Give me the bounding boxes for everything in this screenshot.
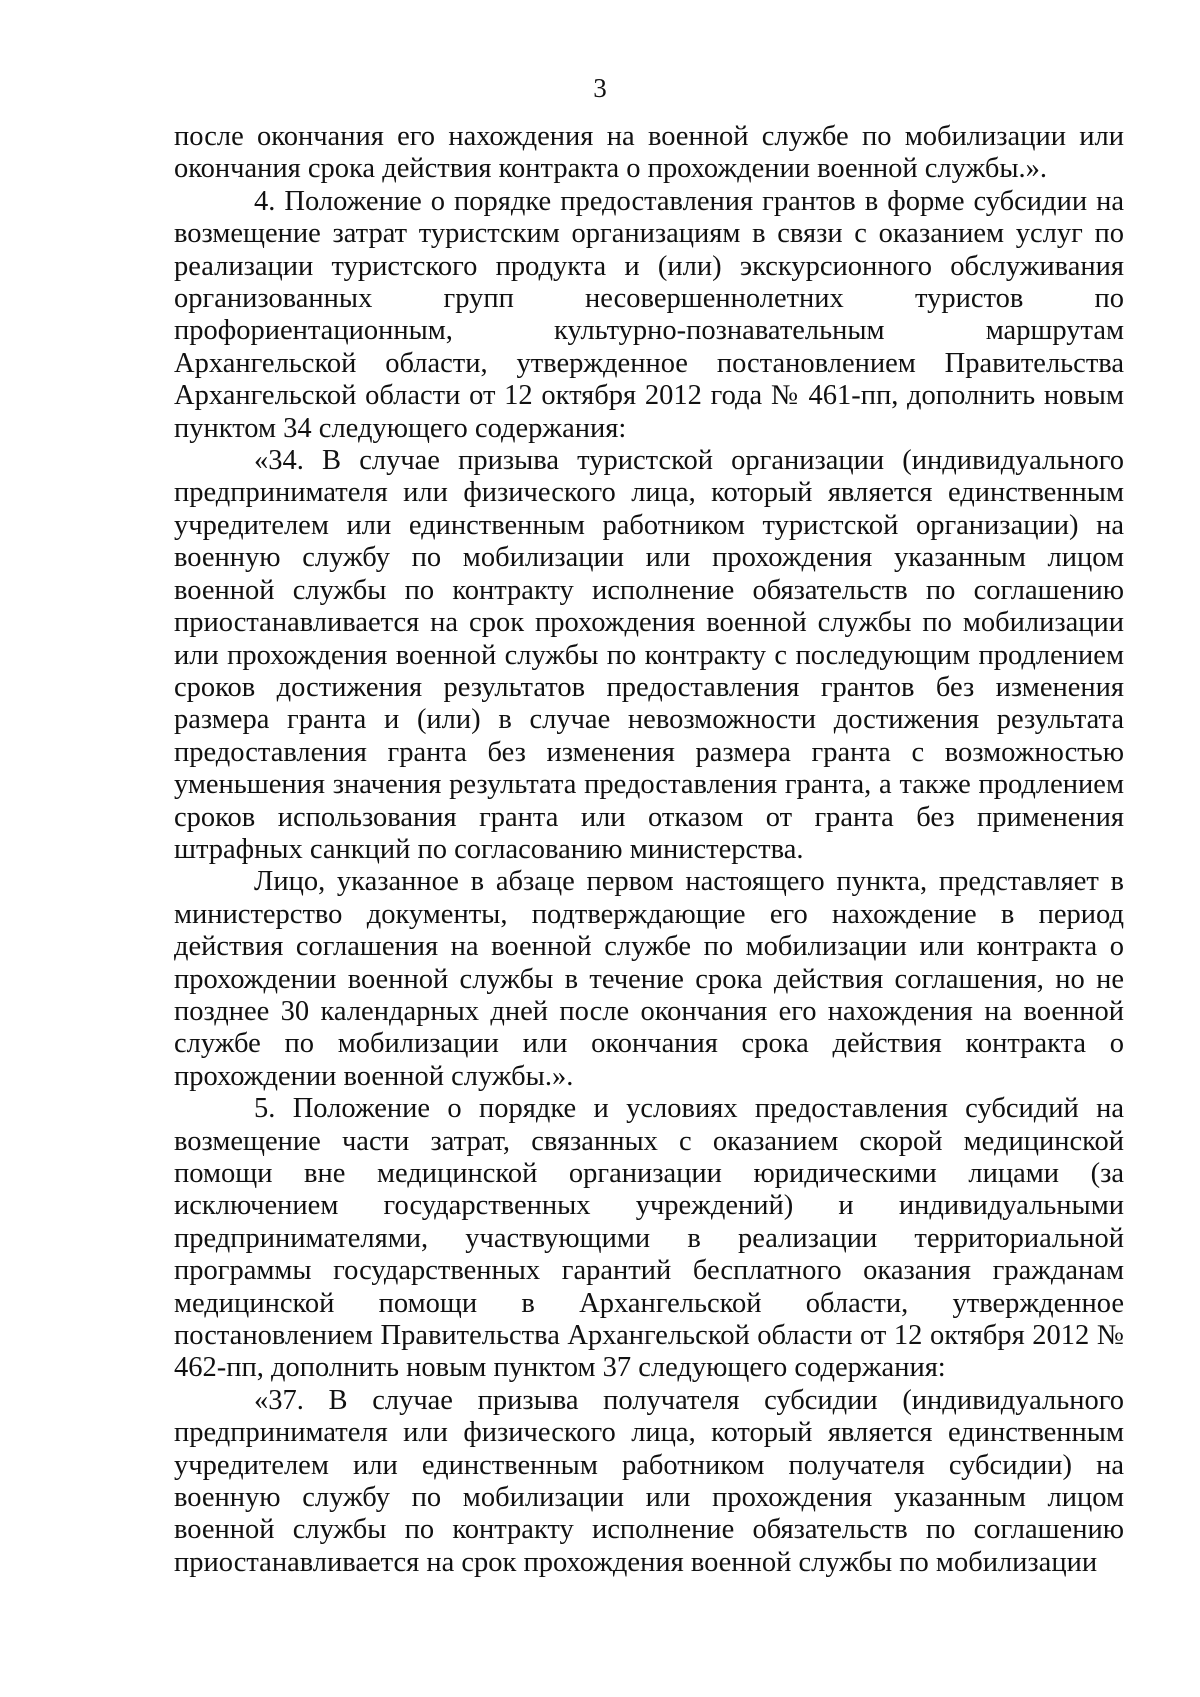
paragraph-clause-34: «34. В случае призыва туристской организации (индивидуального предпринимателя или физического лица, который является единственным учредителем или единственным работником туристской организации) на военную службу по мобилизации или прохождения указанным лицом военной службы по контракту исполнение обязательств по соглашению приостанавливается на срок прохождения военной службы по мобилизации или прохождения военной службы по контракту с последующим продлением сроков достижения результатов предоставления грантов без изменения размера гранта и (или) в случае невозможности достижения результата предоставления гранта без изменения размера гранта с возможностью уменьшения значения результата предоставления гранта, а также продлением сроков использования гранта или отказом от гранта без применения штрафных санкций по согласованию министерства. — [174, 445, 1124, 865]
document-body — [174, 121, 1124, 1579]
paragraph-item-5: 5. Положение о порядке и условиях предоставления субсидий на возмещение части затрат, связанных с оказанием скорой медицинской помощи вне медицинской организации юридическими лицами (за исключением государственных учреждений) и индивидуальными предпринимателями, участвующими в реализации территориальной программы государственных гарантий бесплатного оказания гражданам медицинской помощи в Архангельской области, утвержденное постановлением Правительства Архангельской области от 12 октября 2012 № 462-пп, дополнить новым пунктом 37 следующего содержания: — [174, 1093, 1124, 1384]
paragraph-clause-34-second: Лицо, указанное в абзаце первом настоящего пункта, представляет в министерство документы, подтверждающие его нахождение в период действия соглашения на военной службе по мобилизации или контракта о прохождении военной службы в течение срока действия соглашения, но не позднее 30 календарных дней после окончания его нахождения на военной службе по мобилизации или окончания срока действия контракта о прохождении военной службы.». — [174, 866, 1124, 1092]
paragraph-item-4: 4. Положение о порядке предоставления грантов в форме субсидии на возмещение затрат туристским организациям в связи с оказанием услуг по реализации туристского продукта и (или) экскурсионного обслуживания организованных групп несовершеннолетних туристов по профориентационным, культурно-познавательным маршрутам Архангельской области, утвержденное постановлением Правительства Архангельской области от 12 октября 2012 года № 461-пп, дополнить новым пунктом 34 следующего содержания: — [174, 185, 1124, 444]
page-number: 3 — [593, 73, 607, 103]
paragraph-clause-37: «37. В случае призыва получателя субсидии (индивидуального предпринимателя или физического лица, который является единственным учредителем или единственным работником получателя субсидии) на военную службу по мобилизации или прохождения указанным лицом военной службы по контракту исполнение обязательств по соглашению приостанавливается на срок прохождения военной службы по мобилизации — [174, 1384, 1124, 1578]
paragraph-continuation: после окончания его нахождения на военной службе по мобилизации или окончания срока действия контракта о прохождении военной службы.». — [174, 121, 1124, 185]
